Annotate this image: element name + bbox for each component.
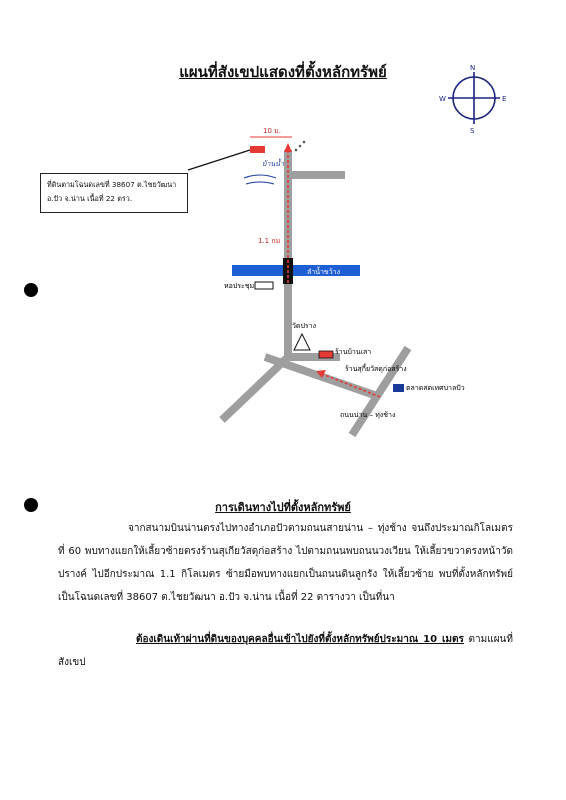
land-info-box xyxy=(40,173,188,213)
compass-n: N xyxy=(470,64,476,72)
label-road: ถนนน่าน – ทุ่งช้าง xyxy=(340,411,396,419)
directions-paragraph-1: จากสนามบินน่านตรงไปทางอำเภอปัวตามถนนสายน่าน – ทุ่งช้าง จนถึงประมาณกิโลเมตรที่ 60 พบทางแยกให้เลี้ยวซ้ายตรงร้านสุเกียวัสดุก่อสร้าง ไปตามถนนพบถนนวงเวียน ให้เลี้ยวขวาตรงหน้าวัดปรางค์ ไปอีกประมาณ 1.1 กิโลเมตร ซ้ายมือพบทางแยกเป็นถนนดินลูกรัง ให้เลี้ยวซ้าย พบที่ตั้งหลักทรัพย์เป็นโฉนดเลขที่ 38607 ต.ไชยวัฒนา อ.ปัว จ.น่าน เนื้อที่ 22 ตารางวา เป็นที่นา xyxy=(58,523,513,603)
handwritten-note: บ้านน้ำ xyxy=(262,160,284,168)
label-10m: 10 ม. xyxy=(263,127,281,135)
label-market: ตลาดสดเทศบาลปัว xyxy=(406,384,465,392)
temple-icon xyxy=(294,334,310,350)
land-info-line1: ที่ดินตามโฉนดเลขที่ 38607 ต.ไชยวัฒนา xyxy=(47,180,177,189)
compass-rose-icon xyxy=(448,72,500,124)
road-sw xyxy=(222,357,288,420)
compass-s: S xyxy=(470,127,475,135)
walk-note-rest: ตามแผนที่สังเขป xyxy=(58,634,513,668)
label-11km: 1.1 กม xyxy=(258,237,281,245)
route-arrow-icon xyxy=(284,143,292,152)
meeting-hall-icon xyxy=(255,282,273,289)
river-khwang xyxy=(232,265,360,276)
directions-heading: การเดินทางไปที่ตั้งหลักทรัพย์ xyxy=(215,501,351,514)
label-shop-ban-sao: ร้านบ้านเสา xyxy=(335,348,372,356)
land-info-line2: อ.ปัว จ.น่าน เนื้อที่ 22 ตรว. xyxy=(47,194,133,203)
shop-ban-sao-icon xyxy=(319,351,333,358)
land-plot-marker xyxy=(250,146,265,153)
walk-note: ต้องเดินเท้าผ่านที่ดินของบุคคลอื่นเข้าไปยังที่ตั้งหลักทรัพย์ประมาณ 10 เมตร xyxy=(136,634,464,645)
map-title: แผนที่สังเขปแสดงที่ตั้งหลักทรัพย์ xyxy=(179,63,387,81)
directions-paragraph-2 xyxy=(58,628,513,674)
label-river: ลำน้ำขว้าง xyxy=(307,268,341,276)
label-temple: วัดปราง xyxy=(292,322,317,330)
compass-e: E xyxy=(502,95,507,103)
market-icon xyxy=(393,384,404,392)
label-meeting-hall: หอประชุม xyxy=(224,282,255,290)
compass-w: W xyxy=(439,95,446,103)
label-shop-suki: ร้านสุกี้ยวัสดุก่อสร้าง xyxy=(345,365,407,373)
punch-hole xyxy=(24,283,38,297)
